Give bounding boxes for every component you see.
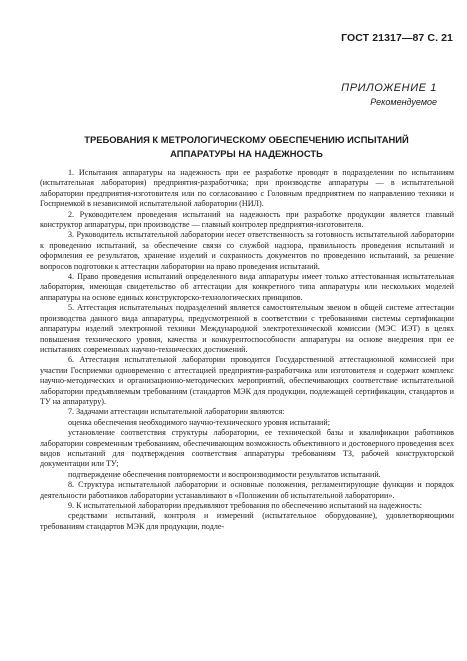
paragraph-6: 6. Аттестация испытательной лаборатории проводится Государственной аттестационной комиссией при участии Госприемки одновременно с аттестацией предприятия-разработчика или изготовителя и содержит комплекс научно-методических и организационно-методических мероприятий, обеспечивающих соответствие испытательной лаборатории предъявляемым требованиям (стандартов МЭК для продукции, подлежащей сертификации, стандартов и ТУ на аппаратуру).: [40, 355, 454, 406]
paragraph-7-item-2: установление соответствия структуры лаборатории, ее технической базы и квалификации работников лаборатории современным требованиям, обеспечивающим возможность объективного и достоверного проведения всех видов испытаний для подтверждения соответствия аппаратуры требованиям ТЗ, рабочей конструкторской документации или ТУ;: [40, 428, 454, 469]
paragraph-9-item-1: средствами испытаний, контроля и измерений (испытательное оборудование), удовлетворяющими требованиям стандартов МЭК для продукции, подле-: [40, 511, 454, 531]
appendix-title: ПРИЛОЖЕНИЕ 1: [341, 82, 437, 94]
paragraph-3: 3. Руководитель испытательной лаборатории несет ответственность за готовность испытательной лаборатории к проведению испытаний, за обеспечение связи со службой надзора, правильность проведения испытаний и оформления ее результатов, хранение изделий и сохранность документов по проведению испытаний, за решение вопросов подготовки к аттестации лаборатории на право проведения испытаний.: [40, 230, 454, 271]
paragraph-8: 8. Структура испытательной лаборатории и основные положения, регламентирующие функции и порядок деятельности работников лаборатории устанавливают в «Положении об испытательной лаборатории».: [40, 480, 454, 500]
document-body: [40, 168, 454, 532]
paragraph-7-item-3: подтверждение обеспечения повторяемости и воспроизводимости результатов испытаний.: [68, 469, 381, 479]
paragraph-4: 4. Право проведения испытаний определенного вида аппаратуры имеет только аттестованная испытательная лаборатория, имеющая свидетельство об аттестации для конкретного типа аппаратуры или нескольких моделей аппаратуры на основе единых конструкторско-технологических принципов.: [40, 272, 454, 302]
section-title: [40, 133, 453, 161]
section-title-line-2: АППАРАТУРЫ НА НАДЕЖНОСТЬ: [170, 148, 323, 159]
paragraph-9: 9. К испытательной лаборатории предъявляют требования по обеспечению испытаний на надежность:: [68, 501, 423, 510]
paragraph-7-item-1: оценка обеспечения необходимого научно-технического уровня испытаний;: [68, 417, 330, 427]
paragraph-7: 7. Задачами аттестации испытательной лаборатории являются:: [68, 407, 285, 417]
appendix-label: [341, 82, 437, 107]
paragraph-5: 5. Аттестация испытательных подразделений является самостоятельным звеном в общей системе аттестации производства данного вида аппаратуры, предусмотренной в соответствии с требованиями системы сертификации аппаратуры изделий электронной техники Международной электротехнической комиссии (МЭС ИЭТ) в целях повышения технического уровня, качества и конкурентоспособности аппаратуры на основе внедрения при ее испытаниях современных научно-технических достижений.: [40, 303, 454, 354]
standard-page-header: ГОСТ 21317—87 С. 21: [341, 32, 453, 44]
paragraph-2: 2. Руководителем проведения испытаний на надежность при разработке продукции является главный конструктор аппаратуры, при производстве — главный контролер предприятия-изготовителя.: [40, 209, 454, 230]
appendix-status: Рекомендуемое: [370, 97, 437, 107]
paragraph-1: 1. Испытания аппаратуры на надежность при ее разработке проводят в подразделении по испытаниям (испытательная лаборатория) предприятия-разработчика; при производстве аппаратуры — в испытательной лаборатории предприятия-изготовителя или по согласованию с Головным предприятием по направлению техники и Госприемкой в независимой испытательной лаборатории (НИЛ).: [40, 168, 454, 209]
section-title-line-1: ТРЕБОВАНИЯ К МЕТРОЛОГИЧЕСКОМУ ОБЕСПЕЧЕНИЮ ИСПЫТАНИЙ: [84, 134, 409, 145]
